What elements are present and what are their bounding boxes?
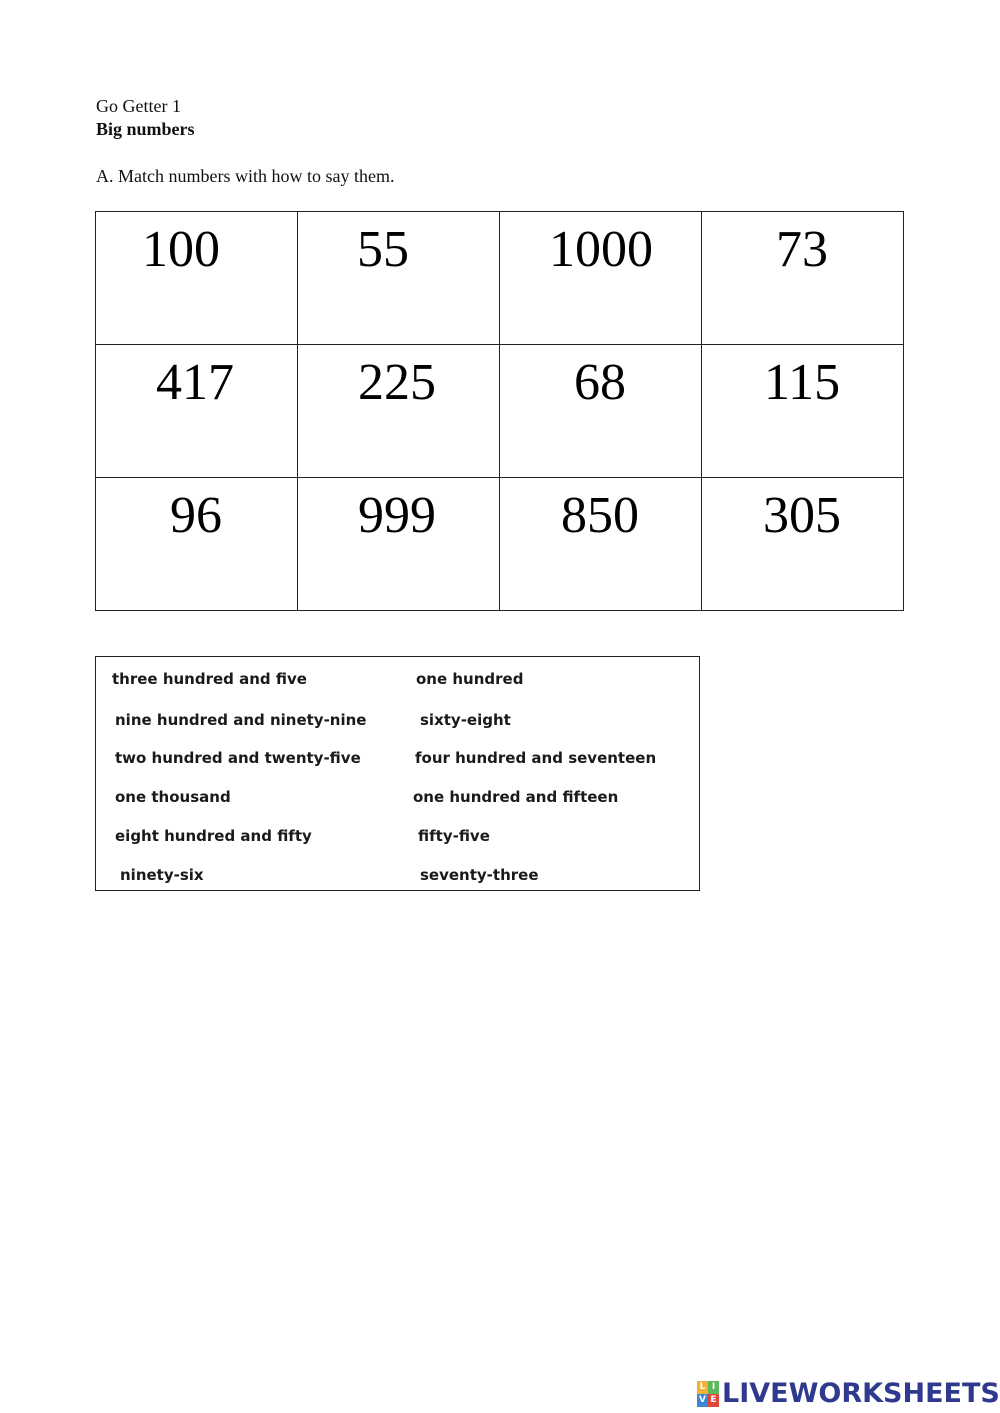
number-cell [500,345,702,478]
liveworksheets-logo-icon [697,1381,719,1407]
word-option[interactable]: two hundred and twenty-five [115,749,361,767]
course-name: Go Getter 1 [96,96,181,116]
word-bank [95,656,700,891]
number-value: 305 [763,487,841,544]
number-value: 999 [358,487,436,544]
word-option[interactable]: seventy-three [420,866,539,884]
word-option[interactable]: one thousand [115,788,231,806]
number-value: 417 [156,354,234,411]
logo-letter-l: L [697,1381,708,1394]
number-cell [96,478,298,611]
word-option[interactable]: fifty-five [418,827,490,845]
word-option[interactable]: ninety-six [120,866,204,884]
logo-letter-i: I [708,1381,719,1394]
worksheet-title: Big numbers [96,119,195,139]
number-cell [702,478,904,611]
number-cell [96,345,298,478]
numbers-grid [95,211,904,611]
numbers-row [96,345,904,478]
number-cell [500,212,702,345]
number-cell [702,345,904,478]
number-cell [96,212,298,345]
number-value: 100 [142,221,220,278]
number-value: 73 [776,221,828,278]
liveworksheets-brand[interactable] [697,1378,1000,1410]
number-value: 225 [358,354,436,411]
word-option[interactable]: three hundred and five [112,670,307,688]
number-value: 96 [170,487,222,544]
logo-letter-v: V [697,1394,708,1407]
word-option[interactable]: eight hundred and fifty [115,827,312,845]
numbers-row [96,478,904,611]
number-value: 850 [561,487,639,544]
number-cell [298,345,500,478]
brand-name: LIVEWORKSHEETS [722,1378,1000,1409]
word-option[interactable]: one hundred and fifteen [413,788,619,806]
numbers-row [96,212,904,345]
word-option[interactable]: one hundred [416,670,524,688]
number-cell [500,478,702,611]
logo-letter-e: E [708,1394,719,1407]
word-option[interactable]: nine hundred and ninety-nine [115,711,367,729]
number-value: 55 [357,221,409,278]
number-value: 68 [574,354,626,411]
number-cell [298,478,500,611]
word-option[interactable]: four hundred and seventeen [415,749,657,767]
instruction-text: A. Match numbers with how to say them. [96,166,395,186]
number-cell [702,212,904,345]
number-value: 1000 [549,221,653,278]
word-option[interactable]: sixty-eight [420,711,511,729]
number-cell [298,212,500,345]
number-value: 115 [764,354,841,411]
